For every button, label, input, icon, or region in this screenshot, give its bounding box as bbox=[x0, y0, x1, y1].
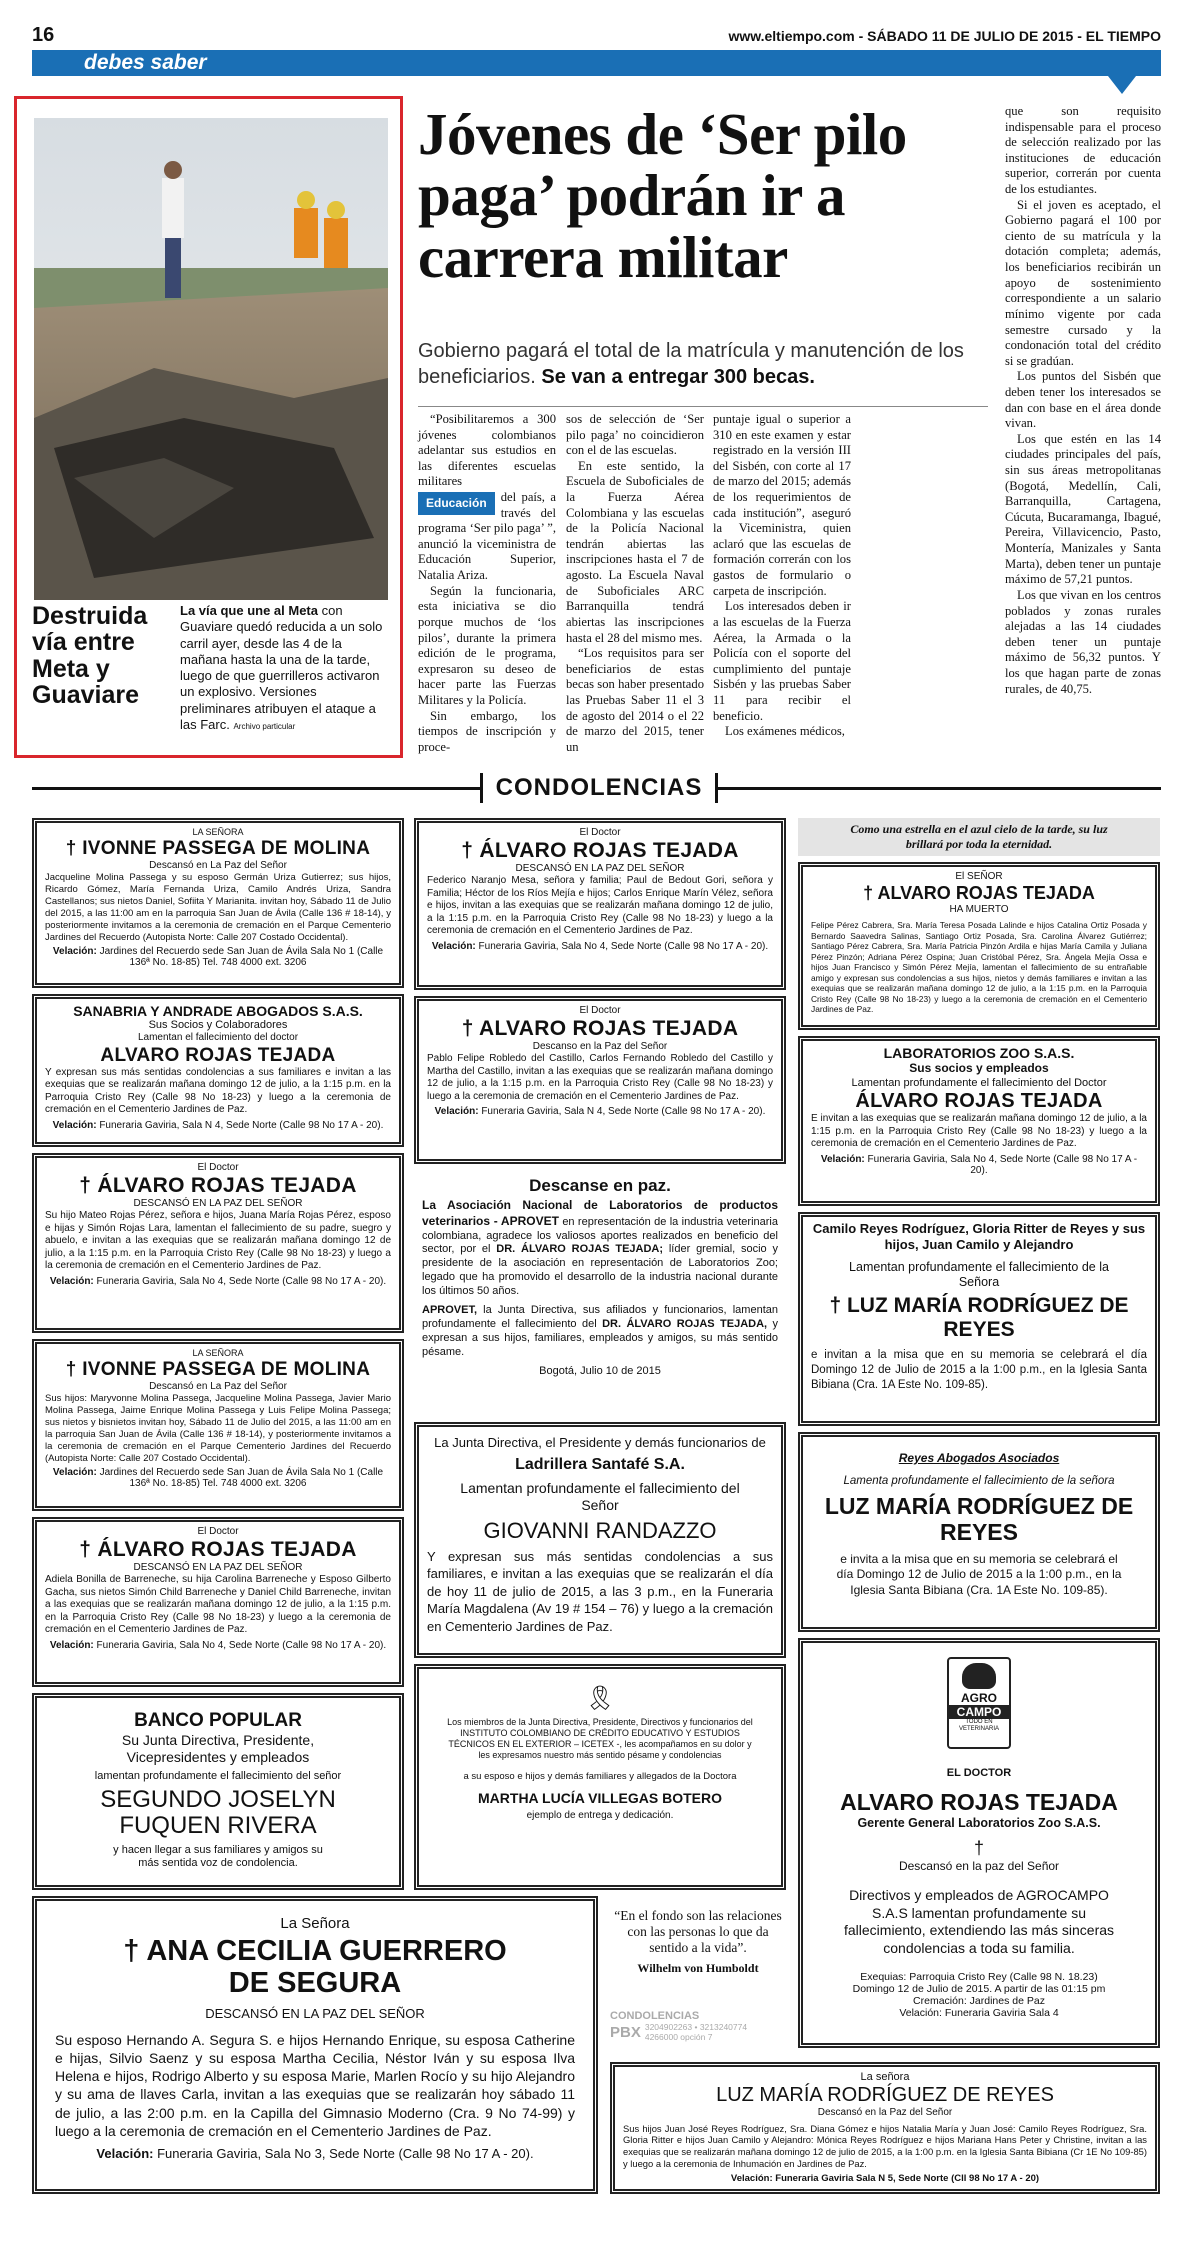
quote2-author: Wilhelm von Humboldt bbox=[637, 1960, 759, 1975]
n4-velacion bbox=[45, 1467, 391, 1489]
subhead-bold: Se van a entregar 300 becas. bbox=[541, 366, 815, 388]
n9-p1 bbox=[422, 1198, 778, 1298]
n10-head: La Junta Directiva, el Presidente y demás funcionarios de bbox=[434, 1435, 766, 1450]
n2-lam: Lamentan el fallecimiento del doctor bbox=[137, 1032, 299, 1044]
n13-vel: Funeraria Gaviria, Sala No 4, Sede Norte (Calle 98 No 17 A - 20). bbox=[867, 1153, 1138, 1176]
n14-name: † LUZ MARÍA RODRÍGUEZ DE REYES bbox=[829, 1293, 1129, 1341]
n14-body: e invitan a la misa que en su memoria se celebrará el día Domingo 12 de Julio de 2015 a la 1:00 p.m., en la Iglesia Santa Bibiana (Cra. 1A Este No. 109-85). bbox=[811, 1348, 1147, 1391]
col2-p1: sos de selección de ‘Ser pilo paga’ no coincidieron con el de las escuelas. bbox=[566, 412, 704, 458]
notice-ladrillera bbox=[414, 1422, 786, 1658]
n5-rest: DESCANSÓ EN LA PAZ DEL SEÑOR bbox=[133, 1562, 303, 1574]
ad-label: CONDOLENCIAS bbox=[610, 2010, 700, 2022]
n1-velacion bbox=[45, 946, 391, 968]
col4-p5: Los que vivan en los centros poblados y zonas rurales alejadas a las 14 ciudades deben tener un puntaje máximo de 56,32 puntos. Y los que hagan parte de zonas rurales, de 40,75. bbox=[1005, 587, 1161, 696]
n9-p2-bold: APROVET, bbox=[422, 1304, 478, 1317]
article-col-3 bbox=[713, 412, 851, 762]
n7-name: † ÁLVARO ROJAS TEJADA bbox=[461, 839, 739, 863]
n3-body: Su hijo Mateo Rojas Pérez, señora e hijos, Juana María Rojas Pérez, esposo e hijas y Simón Rojas Lara, lamentan el fallecimiento de su padre, suegro y abuelo, e invitan a las exequias que se realizarán mañana domingo 12 de julio, a la 1:15 p.m. en la Parroquia Cristo Rey (Calle 98 No 18-23) y luego a la ceremonia de cremación en el Cementerio Jardines de Paz. bbox=[45, 1210, 391, 1272]
n1-rest: Descansó en La Paz del Señor bbox=[149, 859, 287, 871]
n9-p2-name: DR. ÁLVARO ROJAS TEJADA, bbox=[602, 1318, 768, 1330]
notice-sanabria bbox=[32, 994, 404, 1147]
n6-sub: Su Junta Directiva, Presidente, Vicepresidentes y empleados bbox=[121, 1732, 315, 1765]
n3-velacion bbox=[45, 1276, 391, 1287]
n16-name: ALVARO ROJAS TEJADA bbox=[840, 1789, 1118, 1815]
n7-velacion bbox=[427, 941, 773, 952]
n8-vel: Funeraria Gaviria, Sala N 4, Sede Norte (Calle 98 No 17 A - 20). bbox=[481, 1106, 766, 1118]
headline: Jóvenes de ‘Ser pilo paga’ podrán ir a carrera militar bbox=[418, 101, 907, 290]
n8-vel-label: Velación: bbox=[434, 1106, 479, 1118]
n8-body: Pablo Felipe Robledo del Castillo, Carlos Fernando Robledo del Castillo y Martha del Castillo, invitan a las exequias que se realizarán mañana domingo 12 de julio, a la 1:15 p.m. en la Parroquia Cristo Rey (Calle 98 No 18-23) y luego a la ceremonia de cremación en el Cementerio Jardines de Paz. bbox=[427, 1053, 773, 1102]
quote-humboldt bbox=[610, 1908, 786, 2008]
n1-vel: Jardines del Recuerdo sede San Juan de Ávila Sala No 1 (Calle 136ª No. 18-85) Tel. 748 4000 ext. 3206 bbox=[99, 946, 384, 969]
notice-guerrero bbox=[32, 1896, 598, 2194]
n9-p2-text: la Junta Directiva, sus afiliados y funcionarios, lamentan profundamente el fallecimiento del bbox=[422, 1304, 778, 1330]
n12-pre: El SEÑOR bbox=[955, 871, 1003, 882]
n7-vel: Funeraria Gaviria, Sala No 4, Sede Norte (Calle 98 No 17 A - 20). bbox=[478, 940, 769, 952]
photo-caption bbox=[180, 603, 386, 733]
notice-ivonne-2 bbox=[32, 1339, 404, 1511]
n4-body: Sus hijos: Maryvonne Molina Passega, Jacqueline Molina Passega, Javier Mario Molina Passega, Jaime Enrique Molina Passega y Luis Felipe Molina Passega; sus nietos y bisnietos invitan hoy, Sábado 11 de Julio del 2015, a las 11:00 am en la parroquia San Juan de Ávila (Calle 136 # 18-14), y posteriormente invitamos a la ceremonia de cremación en el Parque Cementerio Jardines del Recuerdo (Autopista Norte: Calle 207 Costado Occidental). bbox=[45, 1393, 391, 1464]
n16-ex4: Velación: Funeraria Gaviria Sala 4 bbox=[899, 2007, 1059, 2019]
col3-p3: Los exámenes médicos, bbox=[725, 724, 845, 739]
n16-ex1: Exequias: Parroquia Cristo Rey (Calle 98 N. 18.23) bbox=[860, 1971, 1098, 1983]
n11-tail: ejemplo de entrega y dedicación. bbox=[526, 1810, 674, 1822]
col1-p2: Según la funcionaria, esta iniciativa se dio porque muchos de ‘los pilos’, durante la primera edición de le programa, expresaron su deseo de hacer parte las Fuerzas Militares y la Policía. bbox=[418, 583, 556, 707]
n18-name: LUZ MARÍA RODRÍGUEZ DE REYES bbox=[716, 2084, 1054, 2107]
n16-body: Directivos y empleados de AGROCAMPO S.A.S lamentan profundamente su fallecimiento, extendiendo las más sinceras condolencias a toda su familia. bbox=[843, 1887, 1115, 1956]
col4-p3: Los puntos del Sisbén que deben tener los interesados se dan con base en el área donde vivan. bbox=[1005, 369, 1161, 431]
n1-vel-label: Velación: bbox=[52, 946, 97, 958]
notice-ivonne-1 bbox=[32, 818, 404, 988]
logo-sub: TODO EN VETERINARIA bbox=[958, 1719, 999, 1732]
n17-rest: DESCANSÓ EN LA PAZ DEL SEÑOR bbox=[205, 2005, 425, 2021]
n5-name: † ÁLVARO ROJAS TEJADA bbox=[79, 1538, 357, 1562]
n9-p1-bold: La Asociación Nacional de Laboratorios de productos veterinarios - APROVET bbox=[422, 1198, 778, 1228]
section-arrow bbox=[1108, 76, 1136, 94]
quote2-text: “En el fondo son las relaciones con las personas lo que da sentido a la vida”. bbox=[614, 1908, 782, 1956]
col4-p1: que son requisito indispensable para el proceso de selección realizado por las instituciones de educación superior, correrán por cuenta de los estudiantes. bbox=[1005, 104, 1161, 197]
n13-sub: Sus socios y empleados bbox=[909, 1061, 1049, 1075]
n7-pre: El Doctor bbox=[579, 827, 621, 838]
n4-vel-label: Velación: bbox=[52, 1467, 97, 1479]
n6-body: y hacen llegar a sus familiares y amigos su más sentida voz de condolencia. bbox=[113, 1843, 323, 1870]
n5-body: Adiela Bonilla de Barreneche, su hija Carolina Barreneche y Esposo Gilberto Gacha, sus nietos Simón Child Barreneche y Daniel Child Barreneche, invitan a las exequias que se realizarán mañana domingo 12 de julio, a la 1:15 p.m. en la Parroquia Cristo Rey (Calle 98 No 18-23) y luego a la ceremonia de cremación en el Cementerio Jardines de Paz. bbox=[45, 1574, 391, 1636]
notice-rojas-5 bbox=[798, 862, 1160, 1030]
n13-head: LABORATORIOS ZOO S.A.S. bbox=[883, 1045, 1075, 1061]
n13-lam: Lamentan profundamente el fallecimiento del Doctor bbox=[851, 1077, 1107, 1089]
news-photo bbox=[34, 118, 388, 600]
n16-pre: EL DOCTOR bbox=[946, 1767, 1012, 1779]
n13-velacion bbox=[811, 1154, 1147, 1176]
n17-name: † ANA CECILIA GUERRERO DE SEGURA bbox=[123, 1935, 507, 1999]
condolencias-rule-left bbox=[32, 787, 480, 790]
n14-head: Camilo Reyes Rodríguez, Gloria Ritter de Reyes y sus hijos, Juan Camilo y Alejandro bbox=[812, 1221, 1146, 1253]
n5-vel: Funeraria Gaviria, Sala No 4, Sede Norte (Calle 98 No 17 A - 20). bbox=[96, 1639, 387, 1651]
n16-ex3: Cremación: Jardines de Paz bbox=[913, 1995, 1045, 2007]
n7-vel-label: Velación: bbox=[431, 940, 476, 952]
notice-reyes-ritter bbox=[798, 1212, 1160, 1426]
n16-cross: † bbox=[973, 1838, 984, 1858]
n4-pre: LA SEÑORA bbox=[192, 1348, 244, 1358]
subhead-text: Gobierno pagará el total de la matrícula y manutención de los beneficiarios. bbox=[418, 340, 964, 388]
col1-p1: “Posibilitaremos a 300 jóvenes colombianos adelantar sus estudios en las diferentes escuelas militares bbox=[418, 412, 556, 489]
n16-role: Gerente General Laboratorios Zoo S.A.S. bbox=[857, 1816, 1101, 1830]
n1-pre: LA SEÑORA bbox=[192, 827, 244, 837]
n3-pre: El Doctor bbox=[197, 1162, 239, 1173]
n1-body: Jacqueline Molina Passega y su esposo Germán Uriza Gutierrez; sus hijos, Ricardo Gómez, María Fernanda Uriza, Camilo Andrés Uriza, Sandra Castellanos; sus nietos Daniel, Sofiita Y Marianita. invitan hoy, Sábado 11 de Julio del 2015, a las 11:00 am en la parroquia San Juan de Ávila (Calle 136 # 18-14), y posteriormente invitamos a la ceremonia de cremación en el Parque Cementerio Jardines del Recuerdo (Autopista Norte: Calle 207 Costado Occidental). bbox=[45, 872, 391, 943]
n5-pre: El Doctor bbox=[197, 1526, 239, 1537]
n2-head: SANABRIA Y ANDRADE ABOGADOS S.A.S. bbox=[73, 1003, 363, 1019]
n17-velacion bbox=[55, 2146, 575, 2161]
n12-rest: HA MUERTO bbox=[949, 904, 1009, 916]
n9-date: Bogotá, Julio 10 de 2015 bbox=[539, 1365, 661, 1378]
n17-vel: Funeraria Gaviria, Sala No 3, Sede Norte (Calle 98 No 17 A - 20). bbox=[157, 2145, 534, 2161]
condolencias-rule-right bbox=[718, 787, 1161, 790]
caption-text: con Guaviare quedó reducida a un solo carril ayer, desde las 4 de la mañana hasta la una de la tarde, luego de que guerrilleros activaron un explosivo. Versiones preliminares atribuyen el ataque a las Farc. bbox=[180, 603, 383, 732]
article-col-2 bbox=[566, 412, 704, 762]
n13-vel-label: Velación: bbox=[820, 1153, 865, 1165]
col2-p3: “Los requisitos para ser beneficiarios de estas becas son haber presentado las Pruebas Saber 11 el 3 de agosto del 2014 o el 22 de marzo del 2015, tener un bbox=[566, 646, 704, 754]
notice-rojas-3 bbox=[414, 818, 786, 990]
notice-reyes-abogados bbox=[798, 1432, 1160, 1632]
notice-banco-popular bbox=[32, 1693, 404, 1890]
ad-condolencias bbox=[610, 2010, 786, 2062]
n10-body: Y expresan sus más sentidas condolencias a sus familiares, e invitan a las exequias que se realizarán el día de hoy 11 de julio de 2015, a las 3 p.m., en la Funeraria María Magdalena (Av 19 # 154 – 76) y luego a la cremación en Cementerio Jardines de Paz. bbox=[427, 1548, 773, 1634]
n2-name: ALVARO ROJAS TEJADA bbox=[100, 1044, 336, 1066]
n3-rest: DESCANSÓ EN LA PAZ DEL SEÑOR bbox=[133, 1198, 303, 1210]
ad-phones: 3204902263 • 3213240774 bbox=[644, 2022, 748, 2032]
n6-head: BANCO POPULAR bbox=[134, 1710, 302, 1731]
n8-rest: Descanso en la Paz del Señor bbox=[532, 1041, 668, 1053]
n9-p2-rest: y expresan a sus hijos, familiares, empleados y amigos, su más sentido pésame. bbox=[422, 1318, 779, 1358]
article-col-1 bbox=[418, 412, 556, 762]
n10-lam: Lamentan profundamente el fallecimiento del Señor bbox=[460, 1480, 740, 1513]
n4-vel: Jardines del Recuerdo sede San Juan de Ávila Sala No 1 (Calle 136ª No. 18-85) Tel. 748 4000 ext. 3206 bbox=[99, 1467, 384, 1490]
quote-estrella: Como una estrella en el azul cielo de la tarde, su luz brillará por toda la eternidad. bbox=[798, 818, 1160, 856]
notice-rojas-2 bbox=[32, 1517, 404, 1687]
dateline bbox=[728, 28, 1161, 44]
dateline-text: www.eltiempo.com - SÁBADO 11 DE JULIO DE 2015 - bbox=[728, 28, 1082, 44]
col4-p4: Los que estén en las 14 ciudades principales del país, sin sus áreas metropolitanas (Bogotá, Medellín, Cali, Barranquilla, Cartagena, Cúcuta, Bucaramanga, Ibagué, Pereira, Villavicencio, Pasto, Montería, Manizales y Santa Marta), deben tener un puntaje máximo de 57,21 puntos. bbox=[1005, 431, 1161, 587]
col1-p3: Sin embargo, los tiempos de inscripción y proce- bbox=[418, 708, 556, 754]
n18-vel: Funeraria Gaviria Sala N 5, Sede Norte (Cll 98 No 17 A - 20) bbox=[775, 2172, 1040, 2184]
col2-p2: En este sentido, la Escuela de Suboficiales de la Fuerza Aérea Colombiana y las escuelas de la Policía Nacional tendrán abiertas las inscripciones hasta el 7 de agosto. La Escuela Naval de Suboficiales ARC Barranquilla tendrá abiertas las inscripciones hasta el 28 del mismo mes. bbox=[566, 458, 704, 645]
n2-sub: Sus Socios y Colaboradores bbox=[148, 1019, 288, 1031]
n18-vel-label: Velación: bbox=[730, 2172, 773, 2184]
col4-p2: Si el joven es aceptado, el Gobierno pagará el 100 por ciento de su matrícula y la dotación completa; además, los beneficiarios recibirán un apoyo de sostenimiento correspondiente a un salario mínimo vigente por cada semestre cursado y la condonación total del crédito si se gradúan. bbox=[1005, 197, 1161, 368]
ad-phones-block bbox=[645, 2022, 747, 2042]
n2-vel-label: Velación: bbox=[52, 1119, 97, 1131]
n18-pre: La señora bbox=[860, 2071, 910, 2083]
notice-rojas-1 bbox=[32, 1153, 404, 1333]
n13-body: E invitan a las exequias que se realizarán mañana domingo 12 de julio, a la 1:15 p.m. en la Parroquia Cristo Rey (Calle 98 No 18-23) y luego a la ceremonia de cremación en el Cementerio Jardines de Paz. bbox=[811, 1113, 1147, 1150]
n14-lam: Lamentan profundamente el fallecimiento de la Señora bbox=[849, 1259, 1109, 1289]
logo-top: AGRO bbox=[961, 1691, 997, 1705]
n7-body: Federico Naranjo Mesa, señora y familia; Paul de Bedout Gori, señora y Familia; Héctor de los Ríos Mejía e hijos; Carlos Enrique Marín Vélez, señora e hijos, invitan a las exequias que se realizarán mañana domingo 12 de julio, a la 1:15 p.m. en la Parroquia Cristo Rey (Calle 98 No 18-23) y luego a la ceremonia de cremación en el Cementerio Jardines de Paz. bbox=[427, 875, 773, 937]
paper-name: EL TIEMPO bbox=[1085, 28, 1161, 44]
n8-pre: El Doctor bbox=[579, 1005, 621, 1016]
n17-body: Su esposo Hernando A. Segura S. e hijos Hernando Enrique, su esposa Catherine e hijas, Silvio Saenz y su esposa Martha Cecilia, Néstor Iván y su esposa Ilva Helena e hijos, Rodrigo Alberto y su esposa Marie, Marlen Rocío y su hijo Alejandro y su ama de llaves Carla, invitan a las exequias que se realizarán hoy sábado 11 de julio, a las 2:00 p.m. en la Capilla del Gimnasio Moderno (Cra. 9 No 74-99) y luego a la ceremonia de cremación en el Cementerio Jardines de Paz. bbox=[55, 2031, 575, 2139]
n2-velacion bbox=[45, 1120, 391, 1131]
n12-name: † ALVARO ROJAS TEJADA bbox=[863, 883, 1095, 904]
n15-name: LUZ MARÍA RODRÍGUEZ DE REYES bbox=[824, 1493, 1134, 1546]
n6-lam: lamentan profundamente el fallecimiento del señor bbox=[94, 1769, 342, 1782]
n10-name: GIOVANNI RANDAZZO bbox=[483, 1517, 717, 1543]
photo-credit: Archivo particular bbox=[233, 721, 296, 731]
n11-body: Los miembros de la Junta Directiva, Presidente, Directivos y funcionarios del INSTITUTO COLOMBIANO DE CRÉDITO EDUCATIVO Y ESTUDIOS TÉCNICOS EN EL EXTERIOR – ICETEX -, les acompañamos en su dolor y les expresamos nuestro más sentido pésame y condolencias bbox=[447, 1717, 753, 1760]
tag-educacion: Educación bbox=[418, 492, 495, 515]
n3-vel: Funeraria Gaviria, Sala No 4, Sede Norte (Calle 98 No 17 A - 20). bbox=[96, 1275, 387, 1287]
logo-bottom: CAMPO bbox=[949, 1705, 1009, 1719]
subhead bbox=[418, 338, 988, 390]
condolencias-title: CONDOLENCIAS bbox=[480, 773, 718, 803]
n4-name: † IVONNE PASSEGA DE MOLINA bbox=[65, 1358, 371, 1380]
n10-company: Ladrillera Santafé S.A. bbox=[515, 1456, 685, 1473]
notice-rojas-4 bbox=[414, 996, 786, 1164]
n9-p1-text: en representación de la industria veterinaria colombiana, agradece los valiosos aportes realizados en beneficio del sector, por el bbox=[422, 1215, 778, 1256]
n18-rest: Descansó en la Paz del Señor bbox=[817, 2107, 953, 2119]
n8-name: † ALVARO ROJAS TEJADA bbox=[461, 1017, 739, 1041]
notice-agrocampo bbox=[798, 1638, 1160, 2048]
n2-vel: Funeraria Gaviria, Sala N 4, Sede Norte (Calle 98 No 17 A - 20). bbox=[99, 1119, 384, 1131]
n8-velacion bbox=[427, 1106, 773, 1117]
notice-laboratorios-zoo bbox=[798, 1036, 1160, 1206]
agrocampo-logo bbox=[947, 1657, 1011, 1749]
n11-name: MARTHA LUCÍA VILLEGAS BOTERO bbox=[478, 1790, 722, 1807]
col3-p2: Los interesados deben ir a las escuelas de la Fuerza Aérea, la Armada o la Policía con el soporte del cumplimiento del puntaje Sisbén y las pruebas Saber 11 para recibir el beneficio. bbox=[713, 599, 851, 723]
n6-name: SEGUNDO JOSELYN FUQUEN RIVERA bbox=[100, 1786, 336, 1840]
n11-body2: a su esposo e hijos y demás familiares y allegados de la Doctora bbox=[463, 1770, 737, 1782]
n4-rest: Descansó en La Paz del Señor bbox=[149, 1380, 287, 1392]
n12-body: Felipe Pérez Cabrera, Sra. María Teresa Posada Lalinde e hijos Catalina Ortiz Posada y Bernardo Saavedra Salinas, Santiago Ortiz Posada, Sra. Carolina Álvarez Gutiérrez; Santiago Pérez Cabrera, Sra. María Patricia Pinzón Ardila e hijas María Camila y Juliana Pérez Pinzón; Adriana Pérez Ospina; Juan Cristóbal Pérez, Sra. Ángela Mejía Ossa e hijos Juan Francisco y Simón Pérez Mejía, lamentan el fallecimiento de su entrañable amigo y expresan sus condolencias a sus hijos, nietos y demás familiares e invitan a las exequias que se realizarán mañana domingo 12 de julio, a la 1:15 p.m. en la Parroquia Cristo Rey (Calle 98 No 18-23) y luego a la ceremonia de cremación en el Cementerio Jardines de Paz. bbox=[811, 920, 1147, 1015]
article-col-4 bbox=[1005, 104, 1161, 764]
article-rule bbox=[418, 406, 988, 407]
n5-vel-label: Velación: bbox=[49, 1639, 94, 1651]
col3-p1: puntaje igual o superior a 310 en este examen y estar registrado en la versión III del Sisbén, con corte al 17 de marzo del 2015; además de los requerimientos de cada institución”, aseguró la Viceministra, quien aclaró que las escuelas de formación correrán con los gastos de formulario o carpeta de inscripción. bbox=[713, 412, 851, 598]
n16-ex2: Domingo 12 de Julio de 2015. A partir de las 01:15 pm bbox=[852, 1983, 1106, 1995]
n9-head: Descanse en paz. bbox=[529, 1176, 671, 1195]
col1-p1b: del país, a través del programa ‘Ser pilo paga’ ”, anunció la viceministra de Educación Superior, Natalia Ariza. bbox=[418, 490, 556, 583]
n15-body: e invita a la misa que en su memoria se celebrará el día Domingo 12 de Julio de 2015 a la 1:00 p.m., en la Iglesia Santa Bibiana (Cra. 1A Este No. 109-85). bbox=[836, 1551, 1122, 1598]
notice-aprovet bbox=[414, 1172, 786, 1418]
caption-lead: La vía que une al Meta bbox=[180, 603, 318, 618]
n15-logo: Reyes Abogados Asociados bbox=[898, 1451, 1060, 1465]
section-label: debes saber bbox=[84, 51, 207, 74]
ad-phones-row bbox=[610, 2022, 786, 2042]
n15-lam: Lamenta profundamente el fallecimiento de la señora bbox=[843, 1475, 1115, 1487]
n2-body: Y expresan sus más sentidas condolencias a sus familiares e invitan a las exequias que se realizarán mañana domingo 12 de julio, a la 1:15 p.m. en la Parroquia Cristo Rey (Calle 98 No 18-23) y luego a la ceremonia de cremación en el Cementerio Jardines de Paz. bbox=[45, 1066, 391, 1116]
page-number: 16 bbox=[32, 24, 55, 46]
n18-body: Sus hijos Juan José Reyes Rodríguez, Sra. Diana Gómez e hijos Natalia María y Juan José: Camilo Reyes Rodríguez, Sra. Gloria Ritter e hijos Juan Camilo y Alejandro: Mónica Reyes Rodríguez e hijos Mariana Hans Peter y Christine, invitan a las exequias que se realizarán mañana domingo 12 de julio de 2015, a la 1:00 p.m. en la Iglesia Santa Bibiana (Cr 1E No 109-85) y luego a la ceremonia de Inhumación en Jardines de Paz. bbox=[623, 2122, 1147, 2169]
n9-p1-rest: líder gremial, socio y presidente de la asociación en representación de Laboratorios Zoo; legado que ha promovido el desarrollo de la industria nacional durante los últimos 50 años. bbox=[422, 1243, 778, 1297]
n18-velacion bbox=[623, 2173, 1147, 2184]
n9-p1-name: DR. ÁLVARO ROJAS TEJADA; bbox=[496, 1243, 664, 1256]
n5-velacion bbox=[45, 1640, 391, 1651]
photo-title: Destruida vía entre Meta y Guaviare bbox=[32, 602, 148, 709]
n17-pre: La Señora bbox=[280, 1915, 350, 1932]
n9-p2 bbox=[422, 1304, 778, 1359]
notice-icetex bbox=[414, 1664, 786, 1890]
n7-rest: DESCANSÓ EN LA PAZ DEL SEÑOR bbox=[515, 863, 685, 875]
ad-pbx: PBX bbox=[610, 2023, 641, 2041]
n3-name: † ÁLVARO ROJAS TEJADA bbox=[79, 1174, 357, 1198]
ad-phones2: 4266000 opción 7 bbox=[644, 2032, 713, 2043]
n17-vel-label: Velación: bbox=[96, 2145, 154, 2161]
n16-rest: Descansó en la paz del Señor bbox=[898, 1859, 1060, 1873]
ribbon-icon: 🎗 bbox=[584, 1685, 616, 1712]
notice-luz-maria-3 bbox=[610, 2062, 1160, 2194]
n3-vel-label: Velación: bbox=[49, 1275, 94, 1287]
n1-name: † IVONNE PASSEGA DE MOLINA bbox=[65, 837, 371, 859]
cow-icon bbox=[962, 1663, 996, 1689]
n13-name: ÁLVARO ROJAS TEJADA bbox=[855, 1090, 1103, 1113]
